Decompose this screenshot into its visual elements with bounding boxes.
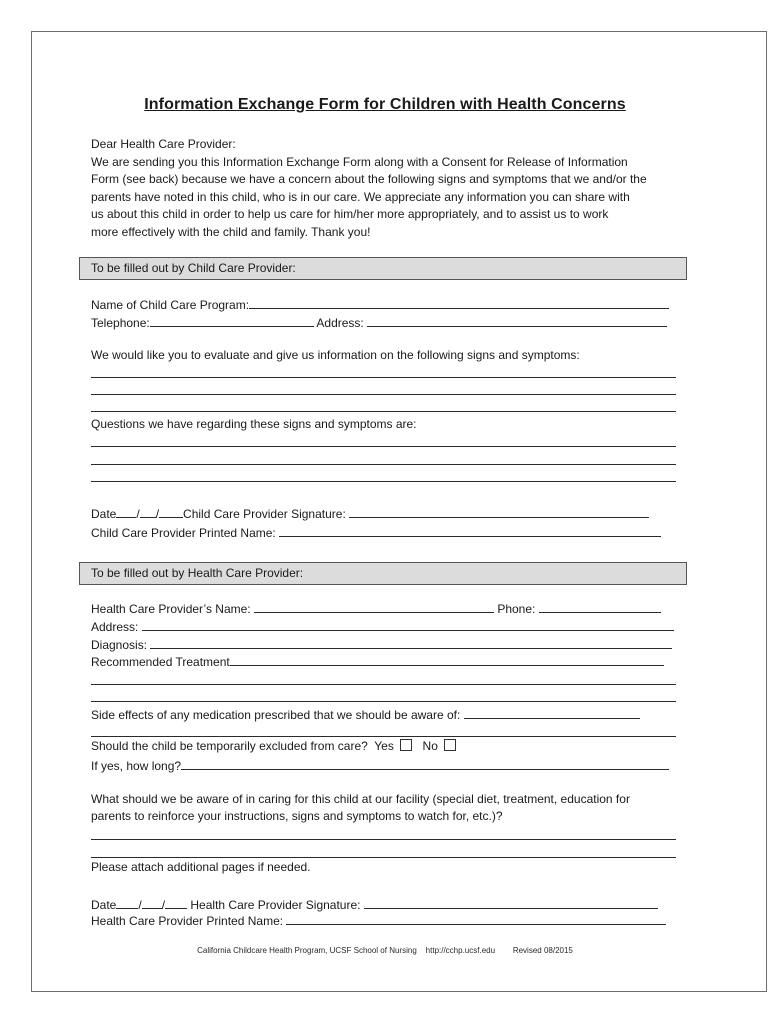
diagnosis-row: [91, 636, 672, 653]
program-name-label: Name of Child Care Program:: [91, 298, 250, 312]
no-checkbox[interactable]: [444, 739, 456, 751]
provider-name-field[interactable]: [254, 600, 494, 613]
address-label: Address:: [91, 620, 139, 634]
attach-note: Please attach additional pages if needed.: [91, 860, 311, 874]
date-month-field[interactable]: [116, 505, 136, 518]
telephone-field[interactable]: [150, 314, 314, 327]
treatment-field[interactable]: [230, 653, 664, 666]
health-address-field[interactable]: [142, 618, 674, 631]
intro-line: We are sending you this Information Exchange Form along with a Consent for Release of Information: [91, 154, 628, 169]
section-header-health-care: To be filled out by Health Care Provider:: [79, 562, 687, 585]
date-label: Date: [91, 898, 117, 912]
health-printed-name-field[interactable]: [286, 912, 666, 925]
questions-line[interactable]: [91, 446, 676, 447]
health-address-row: [91, 618, 674, 635]
exclusion-row: [91, 739, 460, 754]
health-printed-name-row: [91, 912, 666, 929]
printed-name-label: Child Care Provider Printed Name:: [91, 526, 276, 540]
evaluate-prompt: We would like you to evaluate and give us information on the following signs and symptoms:: [91, 348, 580, 362]
date-month-field[interactable]: [116, 896, 138, 909]
signature-label: Child Care Provider Signature:: [183, 507, 346, 521]
intro-line: parents have noted in this child, who is in our care. We appreciate any information you can share with: [91, 189, 630, 204]
date-label: Date: [91, 507, 117, 521]
how-long-row: [91, 757, 669, 774]
date-day-field[interactable]: [142, 896, 162, 909]
footer-url[interactable]: http://cchp.ucsf.edu: [425, 946, 496, 955]
symptoms-line[interactable]: [91, 394, 676, 395]
section-header-child-care: To be filled out by Child Care Provider:: [79, 257, 687, 280]
provider-name-label: Health Care Provider’s Name:: [91, 602, 251, 616]
how-long-label: If yes, how long?: [91, 759, 182, 773]
diagnosis-field[interactable]: [150, 636, 672, 649]
questions-line[interactable]: [91, 481, 676, 482]
telephone-label: Telephone:: [91, 316, 150, 330]
aware-prompt-line-2: parents to reinforce your instructions, signs and symptoms to watch for, etc.)?: [91, 809, 503, 823]
no-label: No: [422, 739, 438, 753]
side-effects-row: [91, 706, 640, 723]
program-name-row: [91, 296, 669, 313]
yes-label: Yes: [374, 739, 394, 753]
date-year-field[interactable]: [165, 896, 187, 909]
printed-name-label: Health Care Provider Printed Name:: [91, 914, 284, 928]
child-care-printed-name-row: [91, 524, 661, 541]
address-field[interactable]: [367, 314, 667, 327]
telephone-address-row: [91, 314, 667, 331]
treatment-line[interactable]: [91, 701, 676, 702]
child-care-date-signature-row: Date / / Child Care Provider Signature:: [91, 505, 649, 522]
intro-line: us about this child in order to help us care for him/her more appropriately, and to assist us to work: [91, 207, 609, 222]
questions-line[interactable]: [91, 464, 676, 465]
health-provider-name-row: [91, 600, 661, 617]
yes-checkbox[interactable]: [400, 739, 412, 751]
date-year-field[interactable]: [159, 505, 183, 518]
footer-org: California Childcare Health Program, UCSF School of Nursing: [197, 946, 417, 955]
date-day-field[interactable]: [140, 505, 156, 518]
treatment-line[interactable]: [91, 684, 676, 685]
symptoms-line[interactable]: [91, 411, 676, 412]
questions-prompt: Questions we have regarding these signs and symptoms are:: [91, 417, 417, 431]
aware-prompt-line-1: What should we be aware of in caring for this child at our facility (special diet, treatment, education for: [91, 792, 630, 806]
phone-field[interactable]: [539, 600, 661, 613]
address-label: Address:: [316, 316, 364, 330]
side-effects-line[interactable]: [91, 736, 676, 737]
child-care-printed-name-field[interactable]: [279, 524, 661, 537]
intro-line: Form (see back) because we have a concern about the following signs and symptoms that we and/or the: [91, 172, 647, 187]
side-effects-label: Side effects of any medication prescribed that we should be aware of:: [91, 708, 461, 722]
child-care-signature-field[interactable]: [349, 505, 649, 518]
treatment-label: Recommended Treatment: [91, 655, 230, 669]
exclusion-question: Should the child be temporarily excluded from care?: [91, 739, 368, 753]
form-title: Information Exchange Form for Children with Health Concerns: [144, 96, 626, 113]
aware-line[interactable]: [91, 839, 676, 840]
intro-line: more effectively with the child and family. Thank you!: [91, 224, 371, 239]
treatment-row: [91, 653, 664, 670]
salutation: Dear Health Care Provider:: [91, 137, 236, 151]
program-name-field[interactable]: [249, 296, 669, 309]
how-long-field[interactable]: [181, 757, 669, 770]
health-signature-field[interactable]: [364, 896, 658, 909]
phone-label: Phone:: [497, 602, 536, 616]
diagnosis-label: Diagnosis:: [91, 638, 148, 652]
symptoms-line[interactable]: [91, 377, 676, 378]
side-effects-field[interactable]: [464, 706, 640, 719]
footer: [0, 946, 770, 955]
aware-line[interactable]: [91, 857, 676, 858]
signature-label: Health Care Provider Signature:: [190, 898, 361, 912]
footer-revised: Revised 08/2015: [512, 946, 573, 955]
health-date-signature-row: Date / / Health Care Provider Signature:: [91, 896, 658, 913]
intro-letter: [91, 136, 691, 242]
